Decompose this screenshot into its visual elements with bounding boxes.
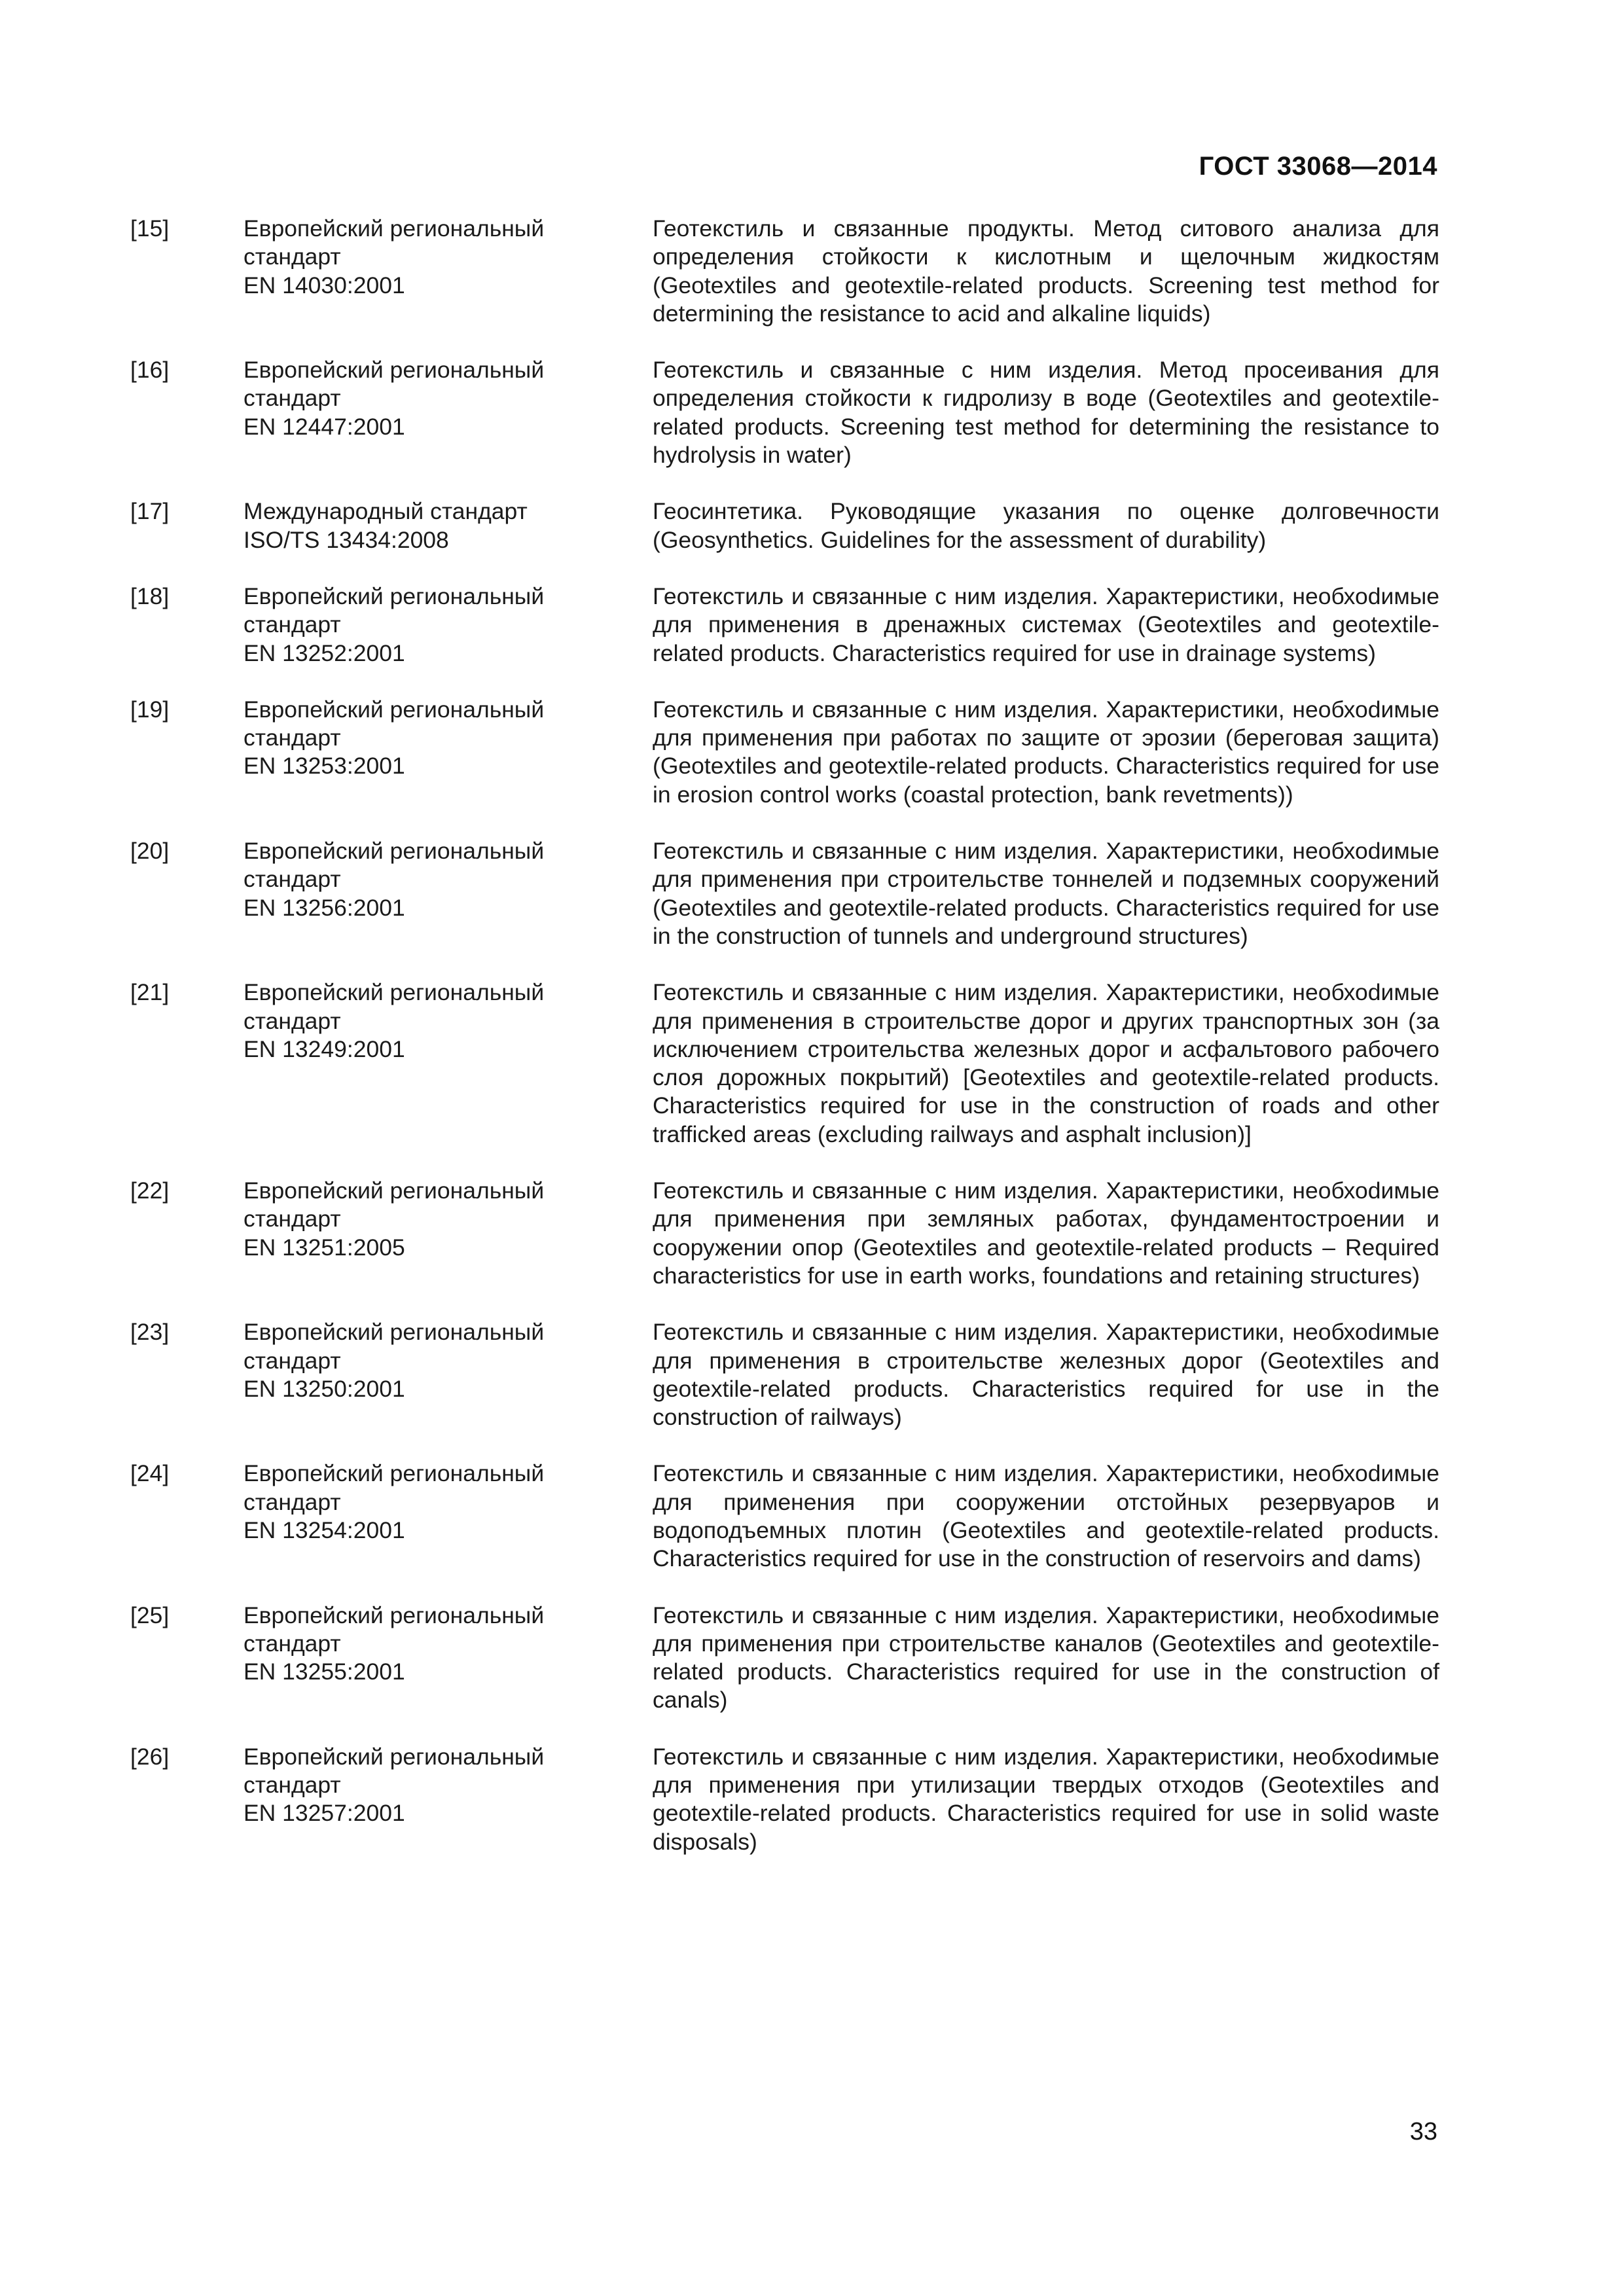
standard-type-continued: стандарт xyxy=(244,1007,341,1034)
reference-entry xyxy=(130,497,1439,554)
reference-standard xyxy=(244,1318,653,1431)
reference-entry xyxy=(130,1177,1439,1290)
standard-type: Европейский региональный xyxy=(244,357,545,384)
reference-title: Геотекстиль и связанные продукты. Метод ситового анализа для определения стойкости к кислотным и щелочным жидкостям (Geotextiles and geotextile-related products. Screening test method for determining the resistance to acid and alkaline liquids) xyxy=(653,215,1439,327)
reference-number: [19] xyxy=(130,696,170,723)
standard-code: EN 13254:2001 xyxy=(244,1516,405,1543)
standard-type-continued: стандарт xyxy=(244,385,341,412)
reference-title: Геотекстиль и связанные с ним изделия. Характеристики, необхоdимые для применения в дренажных системах (Geotextiles and geotextile-related products. Characteristics required for use in drainage systems) xyxy=(653,583,1439,666)
reference-title: Геотекстиль и связанные с ним изделия. Характеристики, необхоdимые для применения при строительстве тоннелей и подземных сооружений (Geotextiles and geotextile-related products. Characteristics required for use in the construction of tunnels and underground structures) xyxy=(653,838,1439,949)
reference-title: Геосинтетика. Руководящие указания по оценке долговечности (Geosynthetics. Guidelines for the assessment of durability) xyxy=(653,498,1439,553)
standard-type: Европейский региональный xyxy=(244,1460,545,1487)
standard-code: EN 13257:2001 xyxy=(244,1800,405,1827)
standard-type: Европейский региональный xyxy=(244,1177,545,1204)
standard-code: EN 14030:2001 xyxy=(244,272,405,298)
reference-number: [21] xyxy=(130,979,170,1006)
reference-entry xyxy=(130,696,1439,809)
reference-entry xyxy=(130,1460,1439,1573)
reference-number: [26] xyxy=(130,1743,170,1770)
standard-code: EN 12447:2001 xyxy=(244,413,405,440)
reference-entry xyxy=(130,978,1439,1149)
standard-type-continued: стандарт xyxy=(244,866,341,893)
reference-number: [17] xyxy=(130,498,170,525)
reference-standard xyxy=(244,356,653,469)
reference-title: Геотекстиль и связанные с ним изделия. Характеристики, необхоdимые для применения при утилизации твердых отходов (Geotextiles and geotextile-related products. Characteristics required for use in solid waste disposals) xyxy=(653,1743,1439,1855)
standard-type: Европейский региональный xyxy=(244,583,545,609)
standard-type-continued: стандарт xyxy=(244,1206,341,1232)
standard-code: EN 13249:2001 xyxy=(244,1035,405,1062)
reference-entry xyxy=(130,1318,1439,1431)
standard-type: Европейский региональный xyxy=(244,1743,545,1770)
document-code-header: ГОСТ 33068—2014 xyxy=(1199,152,1437,181)
standard-type: Европейский региональный xyxy=(244,1319,545,1346)
standard-type-continued: стандарт xyxy=(244,1772,341,1799)
standard-type: Европейский региональный xyxy=(244,838,545,865)
reference-title: Геотекстиль и связанные с ним изделия. Характеристики, необхоdимые для применения в строительстве железных дорог (Geotextiles and geotextile-related products. Characteristics required for use in the construction of railways) xyxy=(653,1319,1439,1431)
reference-standard xyxy=(244,583,653,668)
standard-type: Европейский региональный xyxy=(244,215,545,242)
standard-code: EN 13250:2001 xyxy=(244,1375,405,1402)
reference-standard xyxy=(244,978,653,1149)
standard-code: EN 13256:2001 xyxy=(244,894,405,921)
standard-type-continued: стандарт xyxy=(244,725,341,751)
standard-code: EN 13255:2001 xyxy=(244,1659,405,1685)
reference-number: [15] xyxy=(130,215,170,242)
reference-title: Геотекстиль и связанные с ним изделия. Характеристики, необхоdимые для применения при строительстве каналов (Geotextiles and geotextile-related products. Characteristics required for use in the construction of canals) xyxy=(653,1602,1439,1713)
reference-entry xyxy=(130,356,1439,469)
reference-number: [24] xyxy=(130,1460,170,1487)
reference-number: [18] xyxy=(130,583,170,609)
standard-type: Европейский региональный xyxy=(244,696,545,723)
reference-standard xyxy=(244,696,653,809)
reference-number: [22] xyxy=(130,1177,170,1204)
reference-title: Геотекстиль и связанные с ним изделия. Характеристики, необхоdимые для применения при работах по защите от эрозии (береговая защита) (Geotextiles and geotextile-related products. Characteristics required for use in erosion control works (coastal protection, bank revetments)) xyxy=(653,696,1439,808)
reference-number: [16] xyxy=(130,357,170,384)
reference-standard xyxy=(244,1602,653,1715)
reference-number: [25] xyxy=(130,1602,170,1628)
standard-type: Европейский региональный xyxy=(244,1602,545,1628)
standard-type-continued: стандарт xyxy=(244,243,341,270)
standard-code: EN 13252:2001 xyxy=(244,639,405,666)
standard-code: EN 13253:2001 xyxy=(244,753,405,780)
reference-entry xyxy=(130,1743,1439,1856)
standard-type-continued: стандарт xyxy=(244,611,341,638)
reference-title: Геотекстиль и связанные с ним изделия. Метод просеивания для определения стойкости к гидролизу в воде (Geotextiles and geotextile-related products. Screening test method for determining the resistance to hydrolysis in water) xyxy=(653,357,1439,469)
reference-entry xyxy=(130,583,1439,668)
reference-standard xyxy=(244,837,653,950)
page-number: 33 xyxy=(1409,2118,1437,2145)
reference-standard xyxy=(244,1177,653,1290)
reference-title: Геотекстиль и связанные с ним изделия. Характеристики, необхоdимые для применения при сооружении отстойных резервуаров и водоподъемных плотин (Geotextiles and geotextile-related products. Characteristics required for use in the construction of reservoirs and dams) xyxy=(653,1460,1439,1572)
standard-type-continued: стандарт xyxy=(244,1488,341,1515)
reference-list xyxy=(130,215,1439,1884)
reference-title: Геотекстиль и связанные с ним изделия. Характеристики, необхоdимые для применения при земляных работах, фундаментостроении и сооружении опор (Geotextiles and geotextile-related products – Required characteristics for use in earth works, foundations and retaining structures) xyxy=(653,1177,1439,1289)
reference-standard xyxy=(244,497,653,554)
reference-standard xyxy=(244,1743,653,1856)
standard-type: Международный стандарт xyxy=(244,498,528,525)
standard-type: Европейский региональный xyxy=(244,979,545,1006)
reference-entry xyxy=(130,215,1439,328)
reference-standard xyxy=(244,1460,653,1573)
reference-number: [23] xyxy=(130,1319,170,1346)
standard-type-continued: стандарт xyxy=(244,1347,341,1374)
reference-standard xyxy=(244,215,653,328)
standard-type-continued: стандарт xyxy=(244,1630,341,1657)
standard-code: EN 13251:2005 xyxy=(244,1234,405,1261)
standard-code: ISO/TS 13434:2008 xyxy=(244,526,449,553)
reference-entry xyxy=(130,1602,1439,1715)
reference-number: [20] xyxy=(130,838,170,865)
reference-title: Геотекстиль и связанные с ним изделия. Характеристики, необхоdимые для применения в строительстве дорог и других транспортных зон (за исключением строительства железных дорог и асфальтового рабочего слоя дорожных покрытий) [Geotextiles and geotextile-related products. Characteristics required for use in the construction of roads and other trafficked areas (excluding railways and asphalt inclusion)] xyxy=(653,979,1439,1147)
reference-entry xyxy=(130,837,1439,950)
